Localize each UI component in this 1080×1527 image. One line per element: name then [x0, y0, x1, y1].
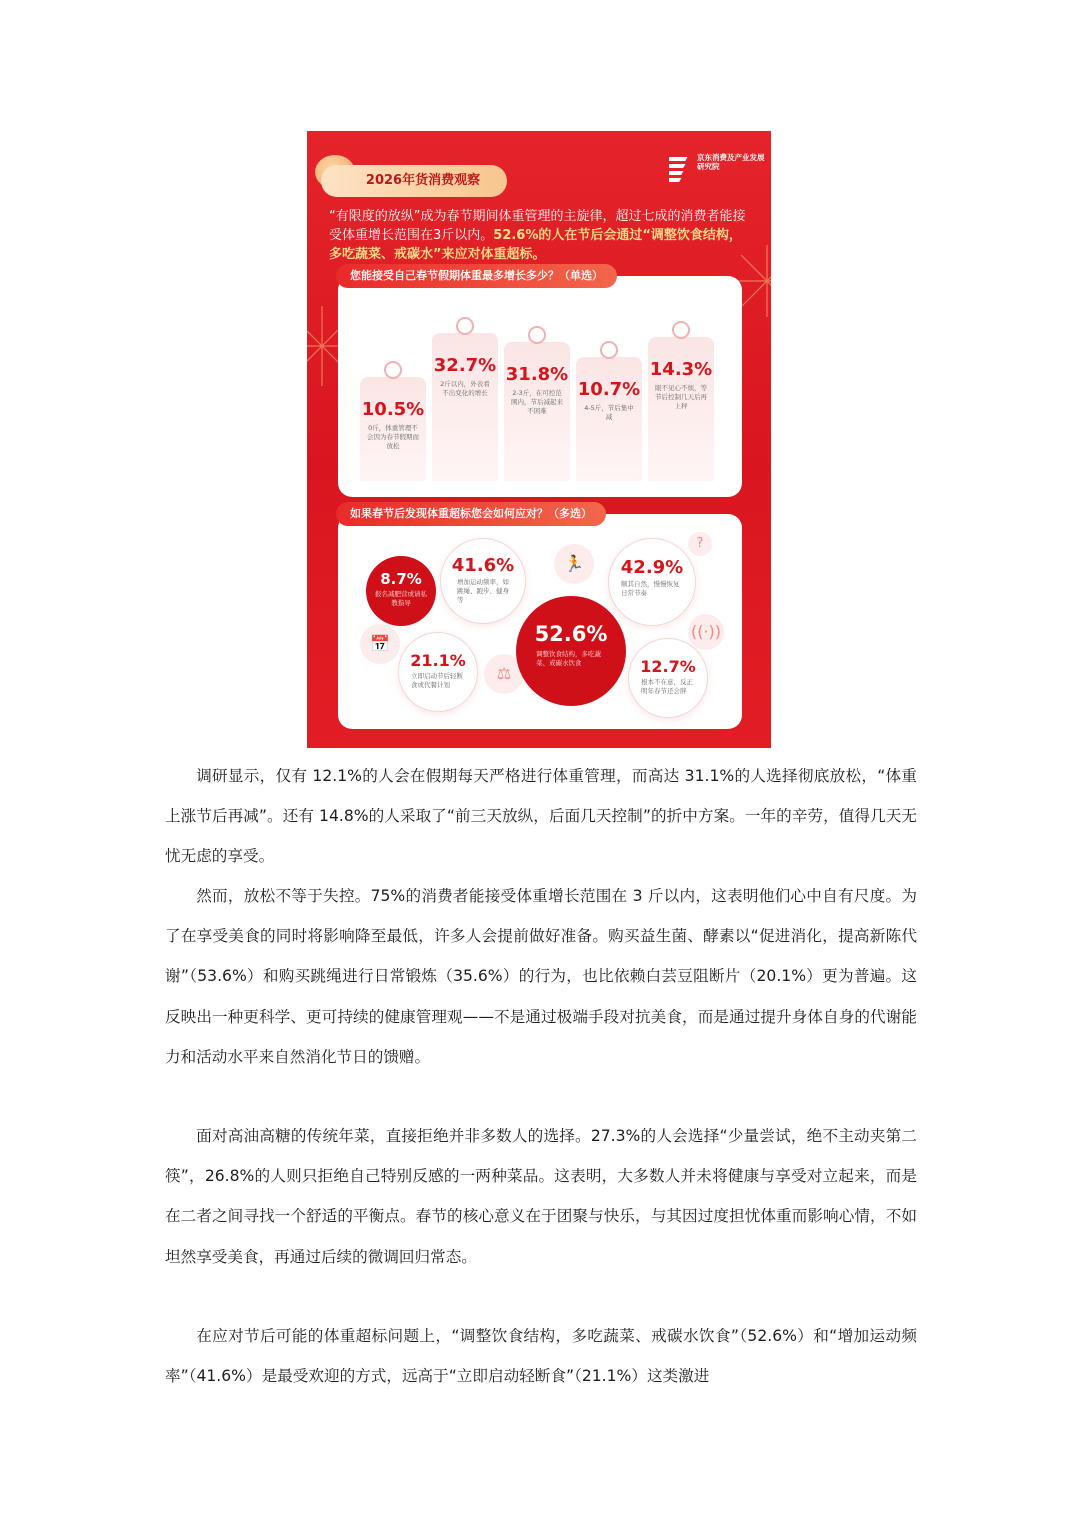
option-percent: 21.1% — [410, 651, 466, 670]
weight-gain-card — [338, 269, 742, 497]
option-desc: 立即启动节后轻断食或代餐计划 — [411, 672, 463, 689]
paragraph: 在应对节后可能的体重超标问题上，“调整饮食结构，多吃蔬菜、戒碳水饮食”（52.6%）和“增加运动频率”（41.6%）是最受欢迎的方式，远高于“立即启动轻断食”（21.1%）这类激进 — [165, 1327, 917, 1386]
option-bubble — [516, 596, 626, 706]
option-bubble — [440, 538, 526, 624]
scale-icon — [456, 317, 474, 335]
option-percent: 12.7% — [640, 657, 696, 676]
paragraph: 面对高油高糖的传统年菜，直接拒绝并非多数人的选择。27.3%的人会选择“少量尝试，绝不主动夹第二筷”，26.8%的人则只拒绝自己特别反感的一两种菜品。这表明，大多数人并未将健康与享受对立起来，而是在二者之间寻找一个舒适的平衡点。春节的核心意义在于团聚与快乐，与其因过度担忧体重而影响心情，不如坦然享受美食，再通过后续的微调回归常态。 — [165, 1127, 917, 1266]
signal-icon: ((·)) — [688, 614, 724, 650]
coping-strategy-card — [338, 507, 742, 729]
option-percent: 32.7% — [433, 355, 497, 376]
paragraph: 调研显示，仅有 12.1%的人会在假期每天严格进行体重管理，而高达 31.1%的人选择彻底放松，“体重上涨节后再减”。还有 14.8%的人采取了“前三天放纵，后面几天控制”的折中方案。一年的辛劳，值得几天无忧无虑的享受。 — [165, 767, 917, 866]
logo-text: 京东消费及产业发展研究院 — [697, 153, 765, 171]
option-percent: 42.9% — [620, 557, 684, 578]
calendar-icon: 📅 — [360, 624, 400, 664]
option-column — [432, 333, 498, 481]
scale-icon — [672, 321, 690, 339]
option-bubble — [366, 556, 436, 626]
option-bubble — [608, 538, 696, 626]
option-column — [648, 337, 714, 481]
lead-text — [329, 207, 751, 264]
option-desc: 报名减肥营或请私教指导 — [375, 590, 427, 607]
option-percent: 10.7% — [577, 379, 641, 400]
scale-icon — [384, 361, 402, 379]
option-desc: 0斤，体重管理不会因为春节假期而放松 — [367, 424, 419, 450]
option-percent: 52.6% — [534, 622, 608, 646]
question-icon: ? — [688, 532, 712, 556]
option-desc: 4-5斤，节后集中减 — [584, 404, 634, 421]
option-percent: 31.8% — [505, 364, 569, 385]
option-column — [576, 357, 642, 481]
option-percent: 41.6% — [451, 555, 515, 576]
option-desc: 根本不在意，反正明年春节还会胖 — [641, 678, 693, 695]
option-bubble — [398, 632, 478, 712]
option-desc: 眼不见心不烦，等节后控制几天后再上秤 — [655, 384, 707, 410]
scale-icon — [600, 341, 618, 359]
paragraph: 然而，放松不等于失控。75%的消费者能接受体重增长范围在 3 斤以内，这表明他们心中自有尺度。为了在享受美食的同时将影响降至最低，许多人会提前做好准备。购买益生菌、酵素以“促进消化，提高新陈代谢”（53.6%）和购买跳绳进行日常锻炼（35.6%）的行为，也比依赖白芸豆阻断片（20.1%）更为普遍。这反映出一种更科学、更可持续的健康管理观——不是通过极端手段对抗美食，而是通过提升身体自身的代谢能力和活动水平来自然消化节日的馈赠。 — [165, 887, 917, 1066]
infographic-poster — [307, 131, 771, 748]
report-badge: 2026年货消费观察 — [321, 165, 507, 197]
option-desc: 调整饮食结构，多吃蔬菜、戒碳水饮食 — [536, 650, 601, 667]
option-desc: 2斤以内，外表看不出变化的增长 — [440, 380, 490, 397]
card-title: 您能接受自己春节假期体重最多增长多少？（单选） — [336, 264, 617, 288]
card-title: 如果春节后发现体重超标您会如何应对？（多选） — [336, 502, 606, 526]
option-column — [504, 342, 570, 481]
lead-part: “有限度的放纵”成为春节期间体重管理的主旋律，超过七成的消费者能接受体重增长范围在3斤以内。 — [329, 209, 746, 243]
option-percent: 10.5% — [361, 399, 425, 420]
option-desc: 2-3斤，在可控范围内，节后减起来不困难 — [511, 389, 563, 415]
option-column — [360, 377, 426, 481]
scale-icon: ⚖ — [484, 654, 524, 694]
lead-highlight: 52.6%的人在节后会通过“调整饮食结构，多吃蔬菜、戒碳水”来应对体重超标。 — [329, 228, 742, 262]
option-percent: 8.7% — [380, 570, 422, 588]
option-desc: 增加运动频率，如跳绳、跑步、健身等 — [457, 578, 509, 604]
option-percent: 14.3% — [649, 359, 713, 380]
option-bubble — [628, 638, 708, 718]
scale-icon — [528, 326, 546, 344]
option-desc: 顺其自然，慢慢恢复日常节奏 — [621, 580, 680, 597]
running-icon: 🏃 — [554, 544, 594, 584]
